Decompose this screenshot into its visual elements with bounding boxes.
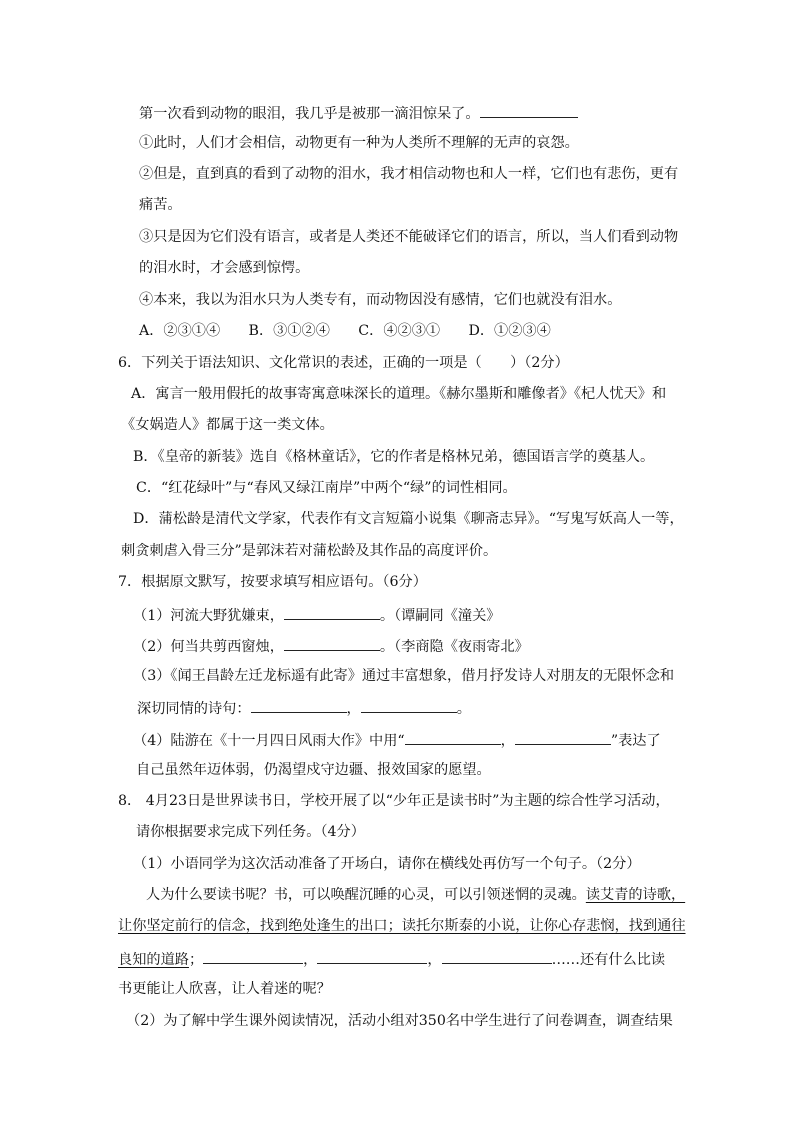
line-text: 。 [456, 701, 471, 717]
text-line [133, 854, 641, 874]
answer-blank[interactable] [361, 697, 457, 713]
line-text: 第一次看到动物的眼泪，我几乎是被那一滴泪惊呆了。 [139, 106, 480, 122]
line-text: ……还有什么比读 [551, 952, 666, 968]
answer-blank[interactable] [203, 948, 303, 964]
text-line [118, 572, 427, 592]
text-line [139, 102, 578, 122]
line-text: C．“红花绿叶”与“春风又绿江南岸”中两个“绿”的词性相同。 [136, 480, 517, 496]
line-text: ④本来，我以为泪水只为人类专有，而动物因没有感情，它们也就没有泪水。 [139, 292, 622, 308]
line-text: 。（谭嗣同《潼关》 [379, 608, 501, 624]
line-text: 自己虽然年迈体弱，仍渴望戍守边疆、报效国家的愿望。 [136, 762, 491, 778]
line-text: 书更能让人欣喜，让人着迷的呢？ [118, 981, 331, 997]
text-line [133, 635, 529, 655]
text-line [118, 791, 670, 811]
text-line [131, 384, 666, 404]
text-line [136, 478, 517, 498]
line-text: ， [346, 701, 361, 717]
line-text: 。（李商隐《夜雨寄北》 [379, 639, 529, 655]
line-text: 请你根据要求完成下列任务。（4分） [136, 824, 365, 840]
text-line [121, 541, 497, 561]
answer-blank[interactable] [405, 729, 501, 745]
text-line [118, 948, 665, 968]
text-line [133, 509, 684, 529]
text-line [139, 133, 579, 153]
text-line [146, 885, 685, 905]
line-text: 深切同情的诗句： [137, 701, 251, 717]
answer-blank[interactable] [284, 604, 380, 620]
text-line [139, 227, 678, 247]
text-line [126, 1011, 673, 1031]
line-text: （3）《闻王昌龄左迁龙标遥有此寄》通过丰富想象，借月抒发诗人对朋友的无限怀念和 [133, 668, 675, 684]
text-line [139, 290, 621, 310]
line-text: D．蒲松龄是清代文学家，代表作有文言短篇小说集《聊斋志异》。“写鬼写妖高人一等， [133, 511, 684, 527]
text-line [139, 195, 182, 215]
line-text: B．《皇帝的新装》选自《格林童话》，它的作者是格林兄弟，德国语言学的奠基人。 [133, 449, 655, 465]
text-line [118, 916, 686, 936]
underlined-text: 良知的道路 [118, 952, 189, 968]
line-text: 8． 4月23日是世界读书日，学校开展了以“少年正是读书时”为主题的综合性学习活动， [118, 793, 670, 809]
line-text: 6．下列关于语法知识、文化常识的表述，正确的一项是（ ）（2分） [118, 355, 569, 371]
line-text: 刺贪刺虐入骨三分”是郭沫若对蒲松龄及其作品的高度评价。 [121, 543, 498, 559]
text-line [139, 321, 551, 341]
text-line [118, 979, 331, 999]
line-text: 痛苦。 [139, 197, 182, 213]
line-text: ， [500, 733, 515, 749]
text-line [139, 258, 309, 278]
underlined-text: 让你坚定前行的信念，找到绝处逢生的出口；读托尔斯泰的小说，让你心存悲悯，找到通往 [118, 918, 686, 934]
answer-blank[interactable] [480, 102, 578, 118]
line-text: ②但是，直到真的看到了动物的泪水，我才相信动物也和人一样，它们也有悲伤，更有 [139, 166, 679, 182]
line-text: 7．根据原文默写，按要求填写相应语句。（6分） [118, 574, 427, 590]
line-text: （2）为了解中学生课外阅读情况，活动小组对350名中学生进行了问卷调查，调查结果 [126, 1013, 673, 1029]
text-line [137, 697, 471, 717]
text-line [133, 604, 501, 624]
line-text: ， [303, 952, 318, 968]
text-line [136, 822, 365, 842]
text-line [133, 729, 661, 749]
text-line [121, 415, 334, 435]
answer-blank[interactable] [251, 697, 347, 713]
line-text: （1）河流大野犹嫌束， [133, 608, 284, 624]
answer-blank[interactable] [442, 948, 552, 964]
answer-blank[interactable] [317, 948, 427, 964]
line-text: A．②③①④ B．③①②④ C．④②③① D．①②③④ [139, 323, 551, 339]
answer-blank[interactable] [515, 729, 611, 745]
text-line [139, 164, 678, 184]
text-line [136, 760, 491, 780]
line-text: ， [427, 952, 442, 968]
line-text: ①此时，人们才会相信，动物更有一种为人类所不理解的无声的哀怨。 [139, 135, 579, 151]
text-line [118, 353, 569, 373]
line-text: ； [188, 952, 204, 968]
line-text: A．寓言一般用假托的故事寄寓意味深长的道理。《赫尔墨斯和雕像者》《杞人忧天》和 [131, 386, 667, 402]
text-line [133, 666, 674, 686]
text-line [133, 447, 654, 467]
line-text: ③只是因为它们没有语言，或者是人类还不能破译它们的语言，所以，当人们看到动物 [139, 229, 679, 245]
answer-blank[interactable] [284, 635, 380, 651]
line-text: （4）陆游在《十一月四日风雨大作》中用“ [133, 733, 405, 749]
line-text: （1）小语同学为这次活动准备了开场白，请你在横线处再仿写一个句子。（2分） [133, 856, 641, 872]
line-text: 的泪水时，才会感到惊愕。 [139, 260, 310, 276]
line-text: ”表达了 [610, 733, 661, 749]
underlined-text: 读艾青的诗歌， [585, 887, 686, 903]
line-text: 《女娲造人》都属于这一类文体。 [121, 417, 334, 433]
line-text: 人为什么要读书呢？书，可以唤醒沉睡的心灵，可以引领迷惘的灵魂。 [146, 887, 586, 903]
line-text: （2）何当共剪西窗烛， [133, 639, 284, 655]
